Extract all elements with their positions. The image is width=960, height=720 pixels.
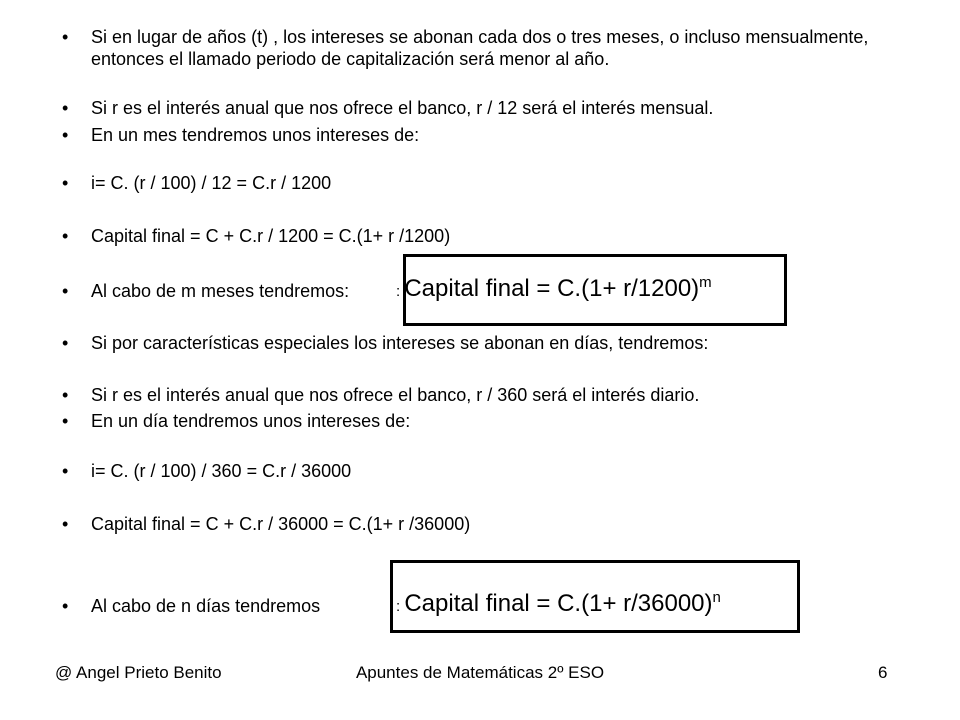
formula-monthly (396, 275, 712, 303)
formula-daily (396, 590, 721, 618)
formula-prefix: : (396, 598, 405, 615)
bullet-text: Si r es el interés anual que nos ofrece el banco, r / 12 será el interés mensual. (91, 98, 714, 118)
bullet-marker: • (62, 411, 69, 431)
bullet-text: Al cabo de n días tendremos (91, 596, 321, 616)
bullet-marker: • (62, 173, 69, 193)
bullet-marker: • (62, 226, 69, 246)
bullet-text: Capital final = C + C.r / 36000 = C.(1+ r /36000) (91, 514, 471, 534)
bullet-item-capital-diario (62, 513, 912, 535)
bullet-marker: • (62, 514, 69, 534)
bullet-marker: • (62, 596, 69, 616)
bullet-text: En un mes tendremos unos intereses de: (91, 125, 420, 145)
bullet-text: En un día tendremos unos intereses de: (91, 411, 411, 431)
bullet-item-periodo (62, 26, 912, 70)
bullet-marker: • (62, 461, 69, 481)
bullet-marker: • (62, 333, 69, 353)
bullet-text: Al cabo de m meses tendremos: (91, 281, 350, 301)
bullet-text: i= C. (r / 100) / 12 = C.r / 1200 (91, 173, 332, 193)
formula-text: Capital final = C.(1+ r/36000) (404, 590, 713, 617)
formula-exponent: n (712, 589, 721, 606)
bullet-item-interes-diario (62, 384, 912, 406)
bullet-item-un-mes (62, 124, 912, 146)
bullet-text: Si en lugar de años (t) , los intereses se abonan cada dos o tres meses, o incluso mensualmente, entonces el llamado periodo de capitalización será menor al año. (91, 27, 869, 69)
bullet-marker: • (62, 98, 69, 118)
formula-prefix: : (396, 283, 405, 300)
bullet-item-capital-mensual (62, 225, 912, 247)
formula-exponent: m (699, 274, 712, 291)
bullet-text: Capital final = C + C.r / 1200 = C.(1+ r /1200) (91, 226, 451, 246)
bullet-item-i-mensual (62, 172, 912, 194)
bullet-item-dias (62, 332, 912, 354)
bullet-marker: • (62, 385, 69, 405)
formula-text: Capital final = C.(1+ r/1200) (404, 275, 700, 302)
footer-author: @ Angel Prieto Benito (55, 663, 222, 682)
bullet-text: i= C. (r / 100) / 360 = C.r / 36000 (91, 461, 352, 481)
bullet-item-interes-mensual (62, 97, 912, 119)
bullet-marker: • (62, 281, 69, 301)
bullet-text: Si r es el interés anual que nos ofrece el banco, r / 360 será el interés diario. (91, 385, 700, 405)
bullet-text: Si por características especiales los intereses se abonan en días, tendremos: (91, 333, 709, 353)
footer-page-number: 6 (878, 663, 888, 682)
footer-course: Apuntes de Matemáticas 2º ESO (355, 663, 605, 682)
bullet-item-i-diario (62, 460, 912, 482)
bullet-marker: • (62, 125, 69, 145)
bullet-item-un-dia (62, 410, 912, 432)
bullet-marker: • (62, 27, 69, 47)
